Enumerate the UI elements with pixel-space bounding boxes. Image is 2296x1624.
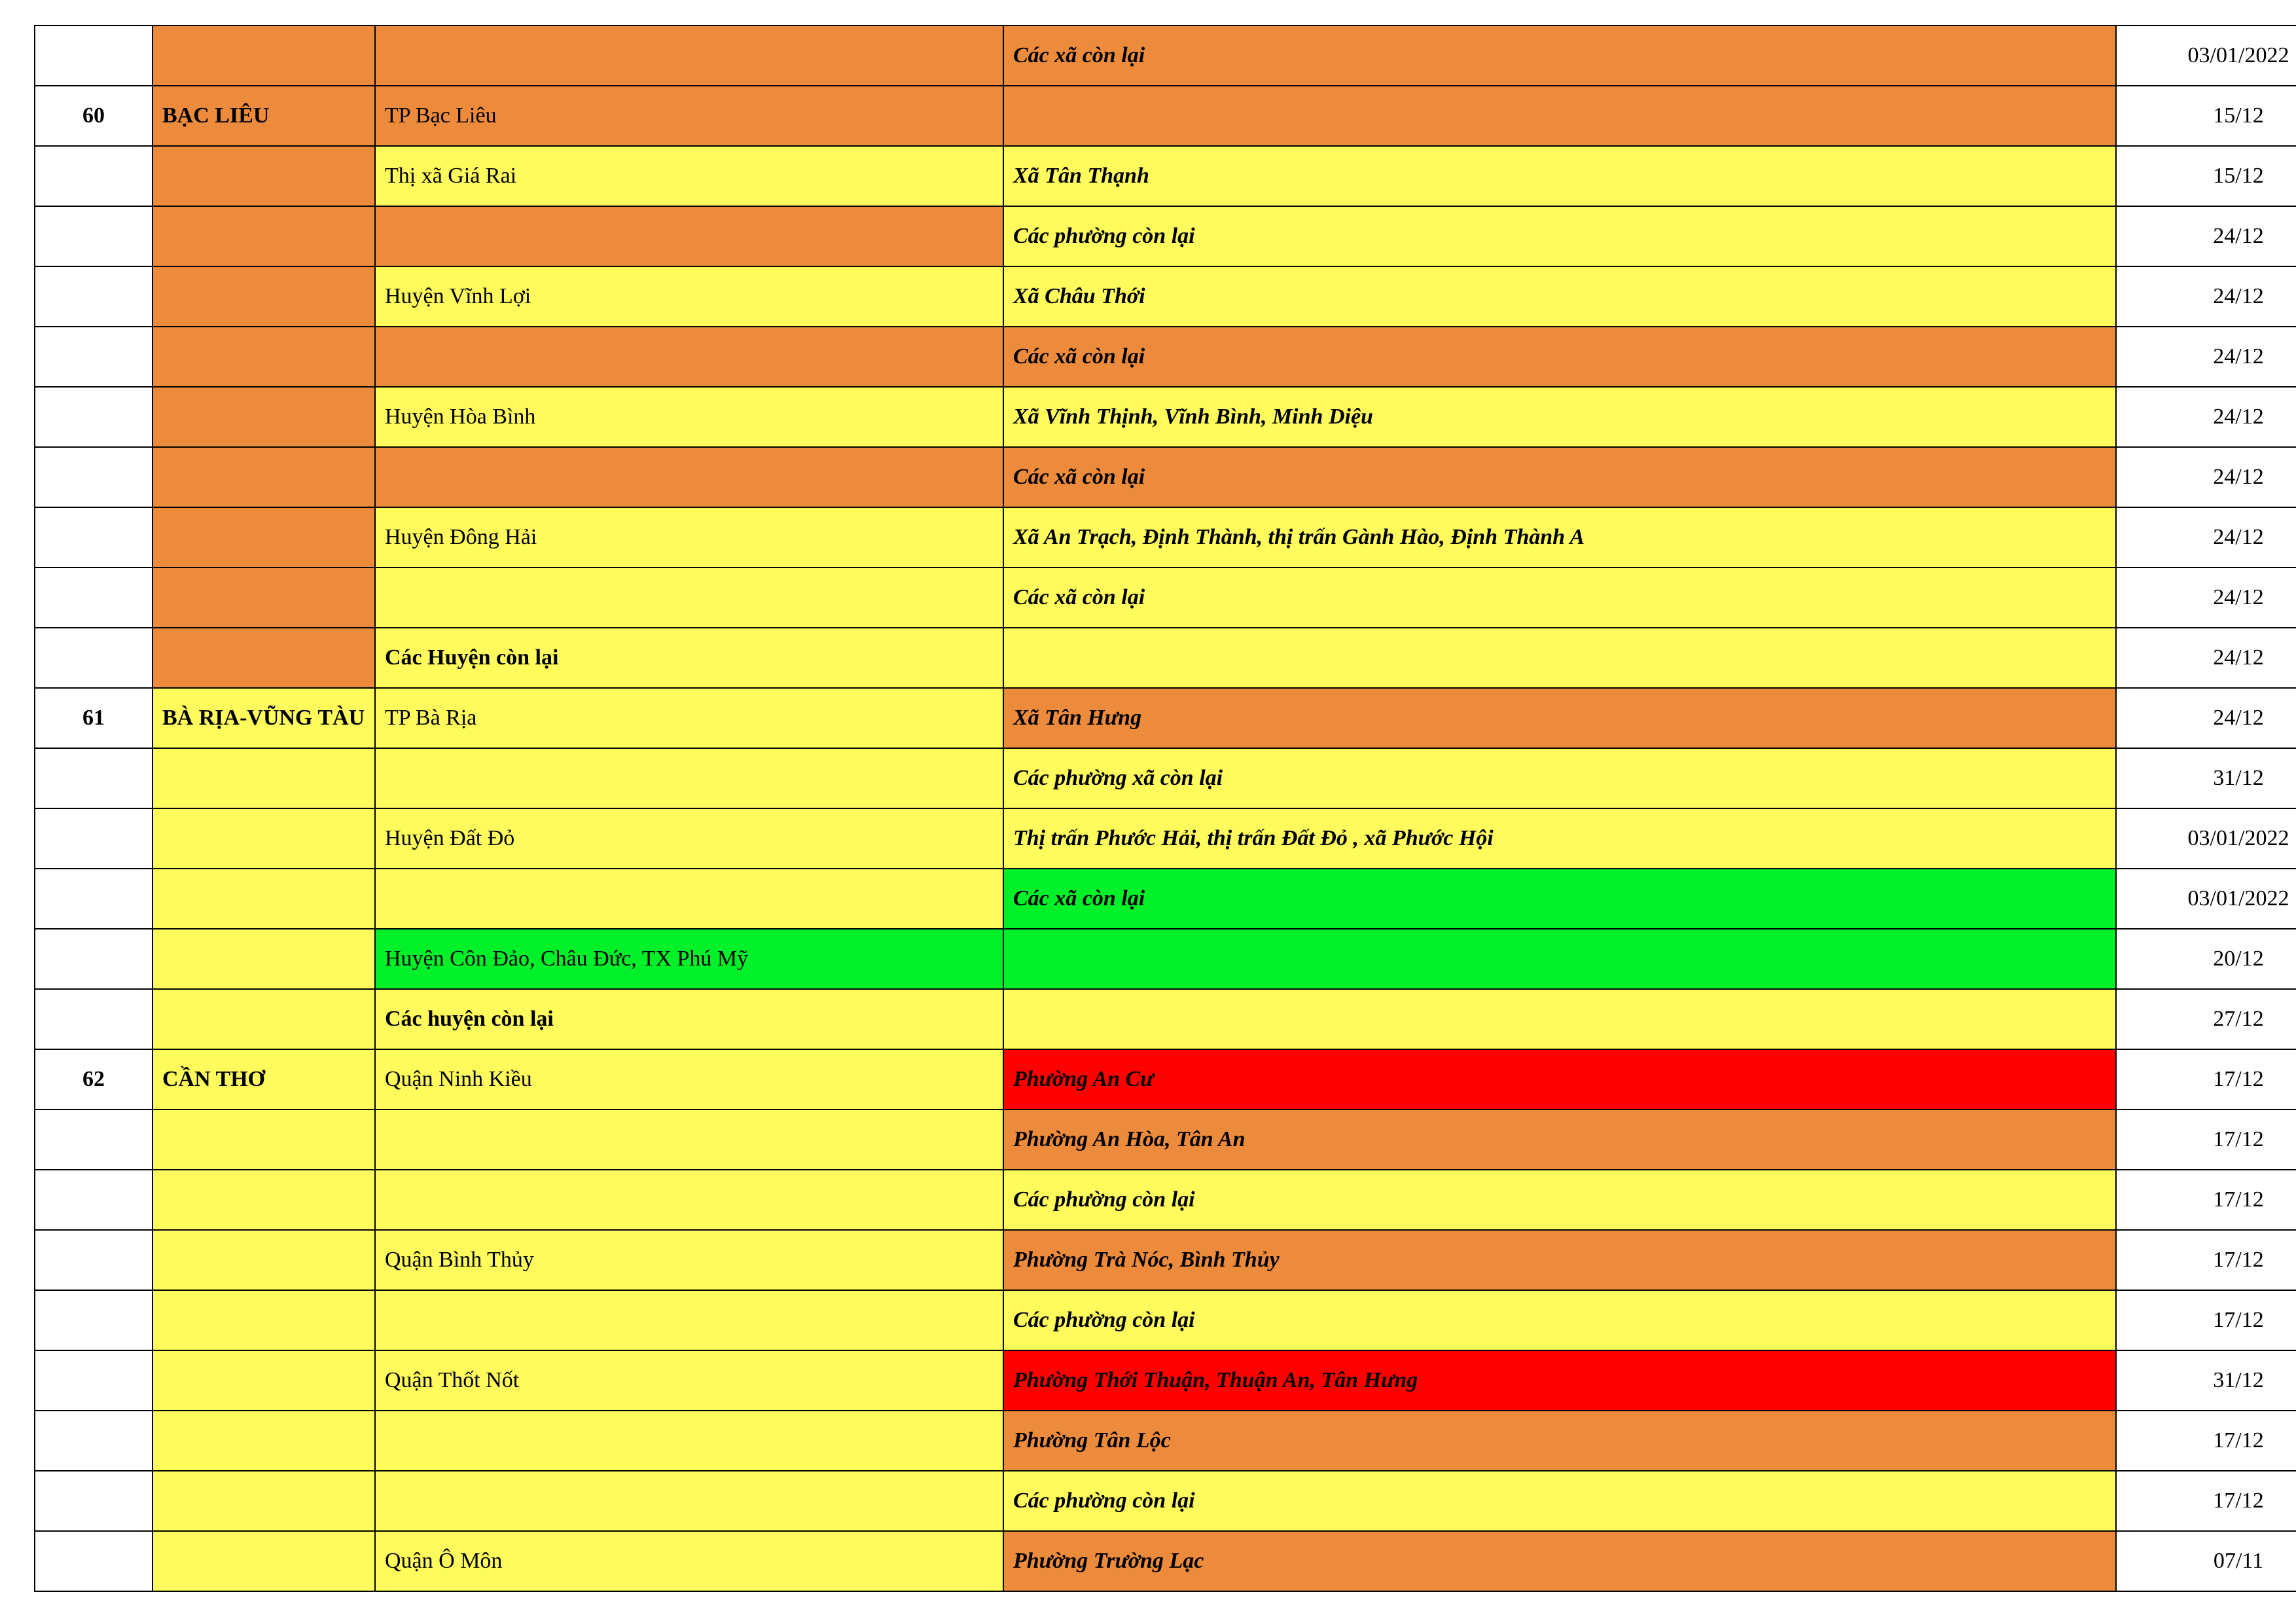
cell-province — [152, 387, 375, 447]
cell-date: 24/12 — [2116, 568, 2296, 628]
cell-date: 31/12 — [2116, 748, 2296, 808]
cell-province: BÀ RỊA-VŨNG TÀU — [152, 688, 375, 748]
cell-province — [152, 206, 375, 266]
cell-date: 15/12 — [2116, 86, 2296, 146]
table-row — [35, 26, 2296, 86]
cell-ward: Các xã còn lại — [1003, 869, 2116, 929]
table-row — [35, 86, 2296, 146]
cell-ward — [1003, 628, 2116, 688]
cell-index — [35, 507, 152, 568]
cell-province — [152, 1531, 375, 1591]
cell-province — [152, 447, 375, 507]
cell-ward: Các phường xã còn lại — [1003, 748, 2116, 808]
cell-ward: Các xã còn lại — [1003, 447, 2116, 507]
cell-ward: Phường An Hòa, Tân An — [1003, 1110, 2116, 1170]
cell-index — [35, 1411, 152, 1471]
cell-date: 24/12 — [2116, 387, 2296, 447]
cell-date: 17/12 — [2116, 1290, 2296, 1350]
cell-district: Quận Bình Thủy — [375, 1230, 1003, 1290]
cell-district — [375, 568, 1003, 628]
cell-date: 17/12 — [2116, 1411, 2296, 1471]
cell-ward — [1003, 989, 2116, 1049]
cell-district — [375, 748, 1003, 808]
cell-date: 24/12 — [2116, 447, 2296, 507]
cell-date: 31/12 — [2116, 1350, 2296, 1411]
cell-province — [152, 808, 375, 869]
cell-date: 15/12 — [2116, 146, 2296, 206]
cell-district: TP Bà Rịa — [375, 688, 1003, 748]
cell-district: Quận Ô Môn — [375, 1531, 1003, 1591]
cell-district: Các huyện còn lại — [375, 989, 1003, 1049]
cell-province — [152, 628, 375, 688]
cell-index — [35, 1110, 152, 1170]
cell-province — [152, 1230, 375, 1290]
cell-ward — [1003, 86, 2116, 146]
cell-district — [375, 1471, 1003, 1531]
cell-district: Quận Ninh Kiều — [375, 1049, 1003, 1110]
cell-district: Các Huyện còn lại — [375, 628, 1003, 688]
cell-district — [375, 1411, 1003, 1471]
cell-province — [152, 869, 375, 929]
cell-ward: Thị trấn Phước Hải, thị trấn Đất Đỏ , xã Phước Hội — [1003, 808, 2116, 869]
cell-index — [35, 568, 152, 628]
cell-index — [35, 266, 152, 327]
table-row — [35, 327, 2296, 387]
cell-district: Huyện Côn Đảo, Châu Đức, TX Phú Mỹ — [375, 929, 1003, 989]
table-row — [35, 1531, 2296, 1591]
risk-level-table — [34, 25, 2296, 1592]
cell-province — [152, 26, 375, 86]
cell-ward: Các phường còn lại — [1003, 1290, 2116, 1350]
cell-date: 03/01/2022 — [2116, 26, 2296, 86]
cell-ward: Xã Tân Hưng — [1003, 688, 2116, 748]
cell-district: Thị xã Giá Rai — [375, 146, 1003, 206]
cell-date: 24/12 — [2116, 266, 2296, 327]
table-row — [35, 568, 2296, 628]
cell-date: 03/01/2022 — [2116, 869, 2296, 929]
cell-province — [152, 1411, 375, 1471]
cell-district: Huyện Vĩnh Lợi — [375, 266, 1003, 327]
table-row — [35, 929, 2296, 989]
cell-ward: Các xã còn lại — [1003, 327, 2116, 387]
table-row — [35, 507, 2296, 568]
table-row — [35, 628, 2296, 688]
cell-province — [152, 1170, 375, 1230]
cell-ward: Phường Tân Lộc — [1003, 1411, 2116, 1471]
cell-ward: Phường Trà Nóc, Bình Thủy — [1003, 1230, 2116, 1290]
cell-district — [375, 26, 1003, 86]
cell-district — [375, 1290, 1003, 1350]
cell-province — [152, 327, 375, 387]
cell-date: 24/12 — [2116, 507, 2296, 568]
table-row — [35, 1350, 2296, 1411]
cell-ward — [1003, 929, 2116, 989]
table-row — [35, 1230, 2296, 1290]
cell-index — [35, 869, 152, 929]
cell-district: Huyện Đất Đỏ — [375, 808, 1003, 869]
cell-district — [375, 206, 1003, 266]
cell-district: TP Bạc Liêu — [375, 86, 1003, 146]
cell-index — [35, 387, 152, 447]
table-row — [35, 1411, 2296, 1471]
cell-ward: Các xã còn lại — [1003, 26, 2116, 86]
cell-district: Huyện Đông Hải — [375, 507, 1003, 568]
cell-ward: Xã An Trạch, Định Thành, thị trấn Gành Hào, Định Thành A — [1003, 507, 2116, 568]
table-row — [35, 1049, 2296, 1110]
table-row — [35, 1471, 2296, 1531]
cell-index — [35, 26, 152, 86]
cell-ward: Xã Châu Thới — [1003, 266, 2116, 327]
cell-date: 27/12 — [2116, 989, 2296, 1049]
cell-index — [35, 628, 152, 688]
cell-ward: Phường An Cư — [1003, 1049, 2116, 1110]
cell-index — [35, 447, 152, 507]
cell-province — [152, 266, 375, 327]
cell-district — [375, 327, 1003, 387]
table-row — [35, 1290, 2296, 1350]
cell-date: 07/11 — [2116, 1531, 2296, 1591]
cell-province: BẠC LIÊU — [152, 86, 375, 146]
table-row — [35, 1110, 2296, 1170]
table-row — [35, 688, 2296, 748]
cell-date: 17/12 — [2116, 1049, 2296, 1110]
cell-index — [35, 748, 152, 808]
cell-province — [152, 146, 375, 206]
cell-index — [35, 327, 152, 387]
cell-index — [35, 1471, 152, 1531]
cell-date: 24/12 — [2116, 206, 2296, 266]
cell-ward: Các phường còn lại — [1003, 1471, 2116, 1531]
cell-district: Huyện Hòa Bình — [375, 387, 1003, 447]
cell-ward: Các phường còn lại — [1003, 206, 2116, 266]
cell-province — [152, 748, 375, 808]
cell-date: 17/12 — [2116, 1471, 2296, 1531]
cell-ward: Xã Tân Thạnh — [1003, 146, 2116, 206]
cell-date: 24/12 — [2116, 628, 2296, 688]
cell-ward: Các xã còn lại — [1003, 568, 2116, 628]
cell-ward: Các phường còn lại — [1003, 1170, 2116, 1230]
cell-index — [35, 1350, 152, 1411]
cell-district — [375, 447, 1003, 507]
cell-province — [152, 989, 375, 1049]
table-body — [35, 26, 2296, 1591]
cell-province — [152, 507, 375, 568]
cell-date: 03/01/2022 — [2116, 808, 2296, 869]
cell-index: 61 — [35, 688, 152, 748]
cell-province — [152, 1110, 375, 1170]
cell-date: 20/12 — [2116, 929, 2296, 989]
cell-index — [35, 146, 152, 206]
cell-district — [375, 869, 1003, 929]
cell-province — [152, 929, 375, 989]
cell-index — [35, 808, 152, 869]
cell-date: 17/12 — [2116, 1110, 2296, 1170]
table-row — [35, 869, 2296, 929]
table-row — [35, 748, 2296, 808]
cell-index — [35, 1531, 152, 1591]
cell-date: 17/12 — [2116, 1230, 2296, 1290]
cell-province: CẦN THƠ — [152, 1049, 375, 1110]
cell-index — [35, 206, 152, 266]
table-row — [35, 447, 2296, 507]
cell-district: Quận Thốt Nốt — [375, 1350, 1003, 1411]
cell-index — [35, 1170, 152, 1230]
table-row — [35, 146, 2296, 206]
cell-date: 24/12 — [2116, 688, 2296, 748]
table-row — [35, 206, 2296, 266]
cell-district — [375, 1110, 1003, 1170]
cell-ward: Xã Vĩnh Thịnh, Vĩnh Bình, Minh Diệu — [1003, 387, 2116, 447]
cell-date: 24/12 — [2116, 327, 2296, 387]
table-row — [35, 266, 2296, 327]
cell-index — [35, 1230, 152, 1290]
cell-index — [35, 1290, 152, 1350]
cell-district — [375, 1170, 1003, 1230]
cell-province — [152, 1471, 375, 1531]
cell-province — [152, 1350, 375, 1411]
cell-date: 17/12 — [2116, 1170, 2296, 1230]
cell-province — [152, 568, 375, 628]
cell-index: 60 — [35, 86, 152, 146]
table-row — [35, 1170, 2296, 1230]
table-row — [35, 989, 2296, 1049]
cell-province — [152, 1290, 375, 1350]
cell-index — [35, 929, 152, 989]
table-row — [35, 808, 2296, 869]
cell-index — [35, 989, 152, 1049]
cell-index: 62 — [35, 1049, 152, 1110]
table-row — [35, 387, 2296, 447]
cell-ward: Phường Trường Lạc — [1003, 1531, 2116, 1591]
cell-ward: Phường Thới Thuận, Thuận An, Tân Hưng — [1003, 1350, 2116, 1411]
